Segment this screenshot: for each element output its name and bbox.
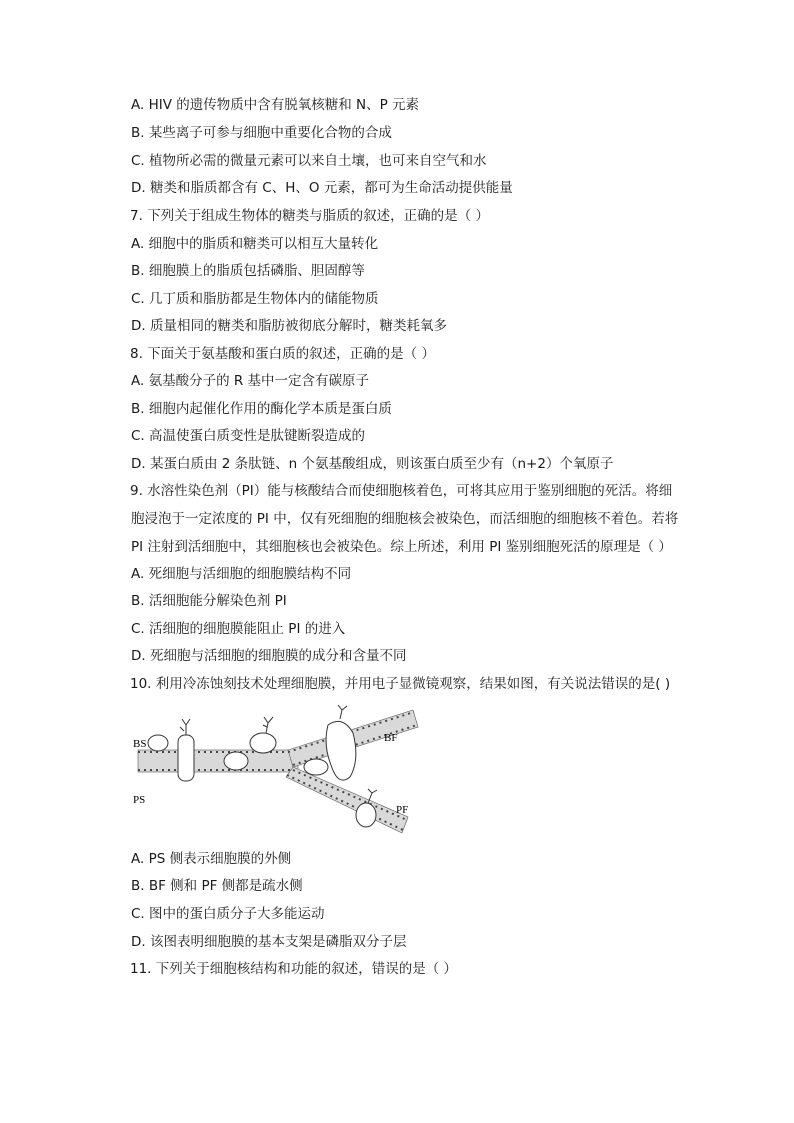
q8-option-d: D. 某蛋白质由 2 条肽链、n 个氨基酸组成，则该蛋白质至少有（n+2）个氧原子 [131, 456, 614, 472]
membrane-freeze-etch-figure [128, 705, 428, 845]
prev-option-d: D. 糖类和脂质都含有 C、H、O 元素，都可为生命活动提供能量 [131, 180, 513, 196]
bs-peripheral-protein [148, 735, 168, 751]
q9-option-d: D. 死细胞与活细胞的细胞膜的成分和含量不同 [131, 648, 407, 664]
label-bf: BF [384, 732, 398, 744]
pf-protein [356, 803, 376, 827]
embedded-protein-1 [224, 752, 248, 770]
label-bs: BS [133, 738, 147, 750]
q10-option-a: A. PS 侧表示细胞膜的外侧 [131, 851, 292, 867]
q10-option-d: D. 该图表明细胞膜的基本支架是磷脂双分子层 [131, 934, 407, 950]
question-9-stem-line-2: 胞浸泡于一定浓度的 PI 中，仅有死细胞的细胞核会被染色，而活细胞的细胞核不着色。若将 [131, 511, 679, 527]
question-8-stem: 8. 下面关于氨基酸和蛋白质的叙述，正确的是（ ） [130, 346, 435, 362]
question-10-stem: 10. 利用冷冻蚀刻技术处理细胞膜，并用电子显微镜观察，结果如图，有关说法错误的是( ) [130, 676, 671, 692]
q9-option-a: A. 死细胞与活细胞的细胞膜结构不同 [131, 566, 352, 582]
q7-option-b: B. 细胞膜上的脂质包括磷脂、胆固醇等 [131, 263, 365, 279]
membrane-proteins [148, 721, 376, 827]
large-protein-bf [326, 721, 356, 780]
question-9-stem-line-1: 9. 水溶性染色剂（PI）能与核酸结合而使细胞核着色，可将其应用于鉴别细胞的死活。将细 [130, 483, 673, 499]
embedded-protein-3 [304, 759, 328, 775]
surface-protein-2 [250, 733, 276, 753]
q8-option-b: B. 细胞内起催化作用的酶化学本质是蛋白质 [131, 401, 392, 417]
q10-option-b: B. BF 侧和 PF 侧都是疏水侧 [131, 878, 303, 894]
q7-option-a: A. 细胞中的脂质和糖类可以相互大量转化 [131, 236, 379, 252]
prev-option-a: A. HIV 的遗传物质中含有脱氧核糖和 N、P 元素 [131, 97, 420, 113]
q7-option-c: C. 几丁质和脂肪都是生物体内的储能物质 [131, 291, 379, 307]
transmembrane-protein-1 [178, 735, 194, 781]
label-ps: PS [133, 794, 146, 806]
q9-option-c: C. 活细胞的细胞膜能阻止 PI 的进入 [131, 621, 346, 637]
q10-option-c: C. 图中的蛋白质分子大多能运动 [131, 906, 325, 922]
prev-option-c: C. 植物所必需的微量元素可以来自土壤，也可来自空气和水 [131, 153, 487, 169]
q8-option-a: A. 氨基酸分子的 R 基中一定含有碳原子 [131, 373, 370, 389]
question-9-stem-line-3: PI 注射到活细胞中，其细胞核也会被染色。综上所述，利用 PI 鉴别细胞死活的原理是（ ） [131, 539, 672, 555]
q9-option-b: B. 活细胞能分解染色剂 PI [131, 593, 287, 609]
prev-option-b: B. 某些离子可参与细胞中重要化合物的合成 [131, 125, 392, 141]
question-7-stem: 7. 下列关于组成生物体的糖类与脂质的叙述，正确的是（ ） [130, 208, 489, 224]
left-bilayer [138, 750, 298, 772]
question-11-stem: 11. 下列关于细胞核结构和功能的叙述，错误的是（ ） [130, 961, 458, 977]
q8-option-c: C. 高温使蛋白质变性是肽键断裂造成的 [131, 428, 366, 444]
label-pf: PF [396, 804, 409, 816]
q7-option-d: D. 质量相同的糖类和脂肪被彻底分解时，糖类耗氧多 [131, 318, 447, 334]
